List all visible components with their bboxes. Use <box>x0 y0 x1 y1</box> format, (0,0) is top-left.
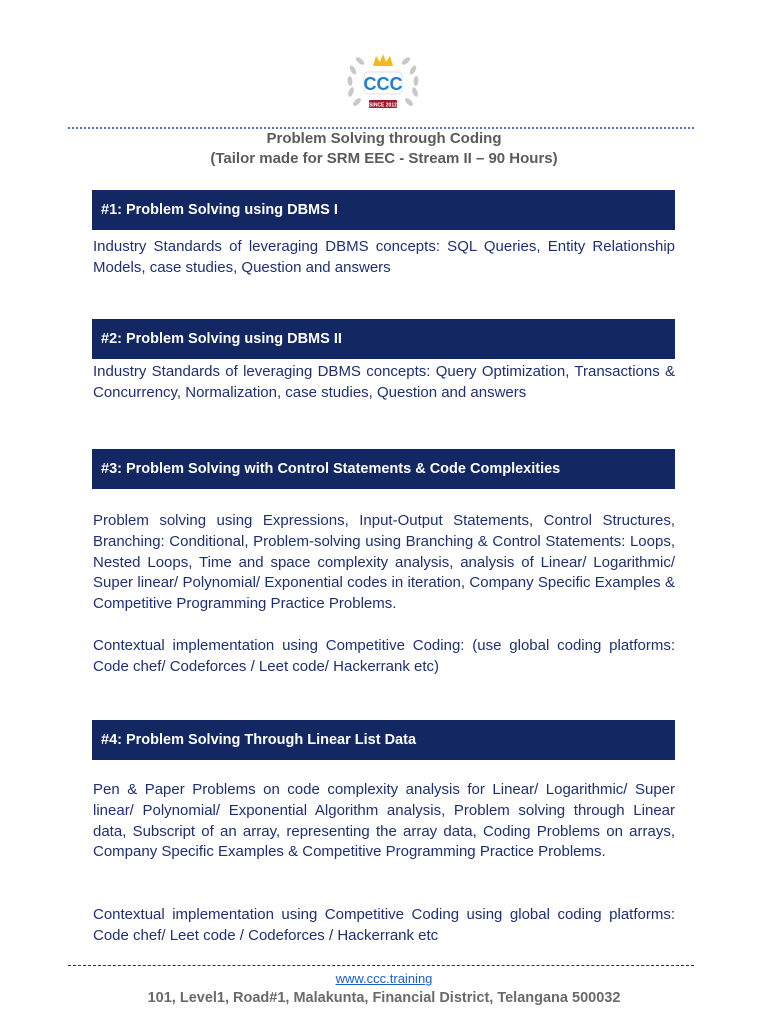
section-2-paragraph-1: Industry Standards of leveraging DBMS concepts: Query Optimization, Transactions & Concurrency, Normalization, case studies, Question and answers <box>93 363 675 401</box>
section-1-heading: #1: Problem Solving using DBMS I <box>92 190 675 230</box>
section-3-heading: #3: Problem Solving with Control Statements & Code Complexities <box>92 449 675 489</box>
section-1-paragraph-1: Industry Standards of leveraging DBMS concepts: SQL Queries, Entity Relationship Models, case studies, Question and answers <box>93 238 675 276</box>
ccc-logo <box>341 48 425 124</box>
logo-tagline: SINCE 2012 <box>369 102 397 109</box>
document-subtitle: (Tailor made for SRM EEC - Stream II – 90 Hours) <box>210 150 558 167</box>
section-4-paragraph-1: Pen & Paper Problems on code complexity analysis for Linear/ Logarithmic/ Super linear/ Polynomial/ Exponential Algorithm analysis, Problem solving through Linear data, Subscript of an array, representing the array data, Coding Problems on arrays, Company Specific Examples & Competitive Programming Practice Problems. <box>93 781 675 861</box>
section-3-paragraph-1: Problem solving using Expressions, Input-Output Statements, Control Structures, Branching: Conditional, Problem-solving using Branching & Control Statements: Loops, Nested Loops, Time and space complexity analysis, analysis of Linear/ Logarithmic/ Super linear/ Polynomial/ Exponential codes in iteration, Company Specific Examples & Competitive Programming Practice Problems. <box>93 512 675 613</box>
footer-divider <box>68 965 694 966</box>
crown-icon <box>373 54 393 66</box>
logo-text: CCC <box>363 74 403 94</box>
section-2-heading: #2: Problem Solving using DBMS II <box>92 319 675 359</box>
section-3-paragraph-2: Contextual implementation using Competitive Coding: (use global coding platforms: Code chef/ Codeforces / Leet code/ Hackerrank etc) <box>93 637 675 675</box>
section-4-paragraph-2: Contextual implementation using Competitive Coding using global coding platforms: Code chef/ Leet code / Codeforces / Hackerrank etc <box>93 906 675 944</box>
section-4-heading: #4: Problem Solving Through Linear List Data <box>92 720 675 760</box>
website-link[interactable]: www.ccc.training <box>335 971 433 986</box>
document-title: Problem Solving through Coding <box>266 130 502 147</box>
footer-address: 101, Level1, Road#1, Malakunta, Financial District, Telangana 500032 <box>147 990 621 1006</box>
